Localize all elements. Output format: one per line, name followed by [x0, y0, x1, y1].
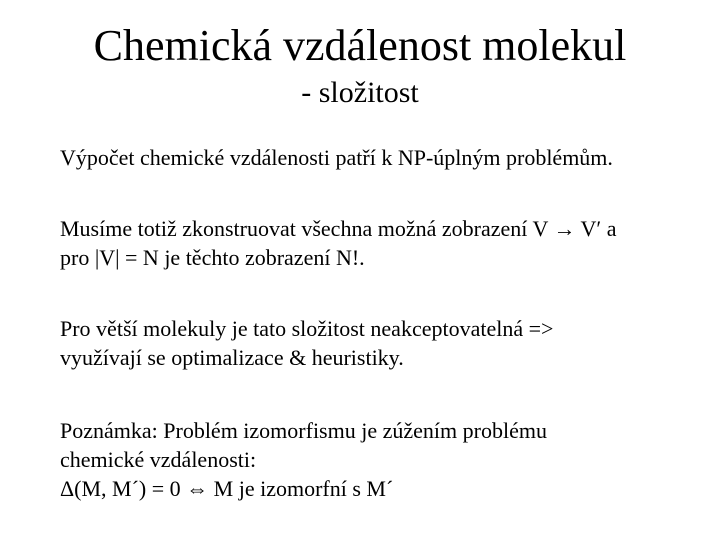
slide-subtitle-text: - složitost: [301, 76, 419, 109]
formula-line: Δ(M, M´) = 0 ⇔ M je izomorfní s M´: [60, 476, 394, 501]
paragraph-line: pro |V| = N je těchto zobrazení N!.: [60, 245, 365, 270]
paragraph-line: Pro větší molekuly je tato složitost neakceptovatelná =>: [60, 316, 554, 341]
paragraph-line: Výpočet chemické vzdálenosti patří k NP-úplným problémům.: [60, 145, 613, 170]
paragraph-note-isomorphism: [60, 416, 700, 503]
paragraph-line: Poznámka: Problém izomorfismu je zúžením problému: [60, 418, 547, 443]
slide-title: Chemická vzdálenost molekul: [93, 21, 627, 70]
paragraph-line: chemické vzdálenosti:: [60, 447, 257, 472]
slide-subtitle: [0, 76, 720, 110]
paragraph-line: Musíme totiž zkonstruovat všechna možná zobrazení V → V′ a: [60, 216, 617, 241]
paragraph-np-complete: [60, 143, 700, 172]
paragraph-mappings: [60, 214, 700, 272]
paragraph-heuristics: [60, 314, 700, 372]
paragraph-line: využívají se optimalizace & heuristiky.: [60, 345, 404, 370]
